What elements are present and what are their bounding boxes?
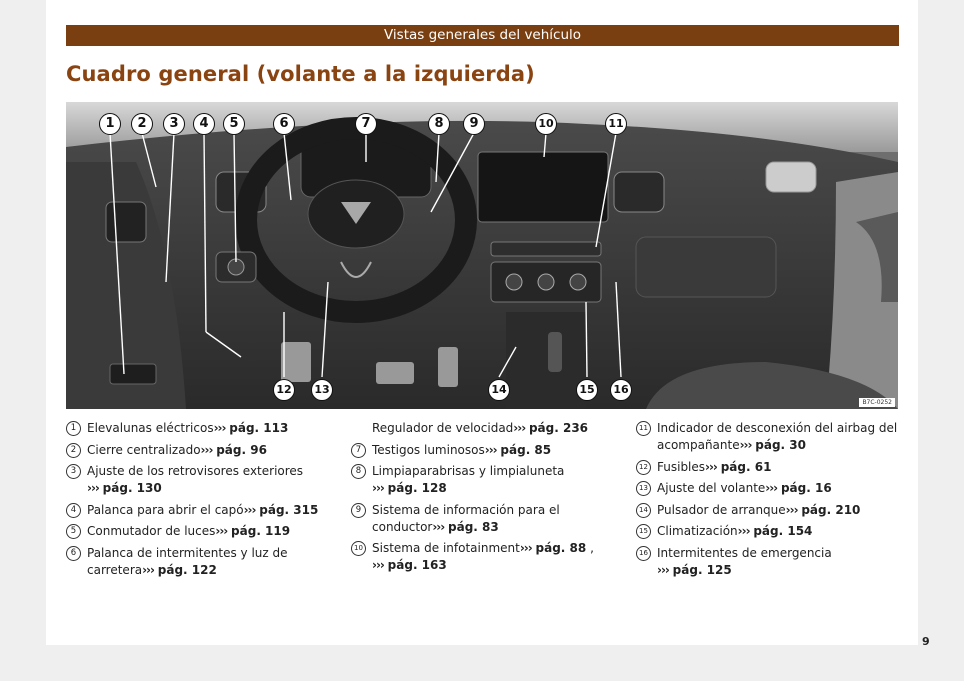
item-number: 5 [66,524,81,539]
page-reference[interactable]: pág. 315 [259,502,319,517]
page-reference[interactable]: pág. 122 [157,562,217,577]
item-number: 15 [636,524,651,539]
item-number: 8 [351,464,366,479]
callout-11: 11 [605,113,627,135]
chevron-icon: ››› [513,421,526,435]
item-number: 1 [66,421,81,436]
legend-item [66,523,331,540]
page-reference[interactable]: pág. 113 [229,421,289,435]
callout-7: 7 [355,113,377,135]
item-text: Limpiaparabrisas y limpialuneta [372,464,565,478]
item-text: Climatización [657,524,738,538]
callout-9: 9 [463,113,485,135]
callout-5: 5 [223,113,245,135]
item-number: 10 [351,541,366,556]
legend-item-continuation [351,420,619,437]
item-text: Fusibles [657,459,706,474]
page-reference[interactable]: pág. 119 [231,524,291,538]
item-text: Conmutador de luces [87,524,216,538]
image-code: B7C-0252 [859,398,895,407]
legend-item [636,420,898,454]
legend-item [66,420,331,437]
item-text: Regulador de velocidad [372,421,514,435]
item-number: 4 [66,503,81,518]
legend-item [636,480,898,497]
item-number: 14 [636,503,651,518]
item-text: Ajuste del volante [657,481,766,495]
legend-item [636,523,898,540]
callout-14: 14 [488,379,510,401]
page-reference[interactable]: pág. 125 [672,562,732,577]
page-reference[interactable]: pág. 236 [528,421,589,435]
page-reference[interactable]: pág. 128 [387,481,447,495]
callout-6: 6 [273,113,295,135]
page-reference[interactable]: pág. 61 [720,459,772,474]
legend-item [636,545,898,579]
callout-16: 16 [610,379,632,401]
item-number: 16 [636,546,651,561]
legend-item [636,502,898,519]
page-reference[interactable]: pág. 163 [387,558,447,572]
page-title: Cuadro general (volante a la izquierda) [66,62,535,86]
item-number: 12 [636,460,651,475]
item-text: Elevalunas eléctricos [87,421,214,435]
chevron-icon: ››› [87,481,99,495]
page-reference[interactable]: pág. 154 [753,524,813,538]
page-reference[interactable]: pág. 16 [780,481,832,495]
callout-3: 3 [163,113,185,135]
chevron-icon: ››› [737,524,750,538]
legend-column-2 [351,420,619,579]
item-text: Pulsador de arranque [657,502,786,517]
legend-item [66,502,331,519]
chevron-icon: ››› [215,524,228,538]
item-number: 6 [66,546,81,561]
item-text: Testigos luminosos [372,442,485,457]
chevron-icon: ››› [785,502,798,517]
page-reference[interactable]: pág. 96 [216,442,267,457]
legend-item [636,459,898,476]
legend-item [66,463,331,497]
item-text: Palanca para abrir el capó [87,502,244,517]
item-text: Ajuste de los retrovisores exteriores [87,464,304,478]
legend-item [66,442,331,459]
item-number: 13 [636,481,651,496]
section-header: Vistas generales del vehículo [66,25,899,46]
chevron-icon: ››› [657,562,669,577]
chevron-icon: ››› [705,459,717,474]
callout-4: 4 [193,113,215,135]
chevron-icon: ››› [432,519,445,534]
legend-item [351,442,619,459]
page-reference[interactable]: pág. 85 [500,442,552,457]
legend-item: 10 Sistema de infotainment››› pág. 88 , ››› pág. 163 [351,540,619,574]
legend-item [351,463,619,497]
callout-15: 15 [576,379,598,401]
chevron-icon: ››› [213,421,226,435]
chevron-icon: ››› [519,541,532,555]
chevron-icon: ››› [200,442,213,457]
page-reference[interactable]: pág. 130 [102,481,162,495]
callout-2: 2 [131,113,153,135]
chevron-icon: ››› [142,562,154,577]
item-text: Indicador de desconexión del airbag del acompañante [657,421,898,452]
item-number: 9 [351,503,366,518]
page-reference[interactable]: pág. 30 [755,438,806,452]
page-reference[interactable]: pág. 210 [801,502,861,517]
page-number: 9 [922,635,930,648]
callout-13: 13 [311,379,333,401]
chevron-icon: ››› [243,502,256,517]
callout-1: 1 [99,113,121,135]
item-number: 2 [66,443,81,458]
callout-12: 12 [273,379,295,401]
legend-column-3 [636,420,898,583]
chevron-icon: ››› [739,438,752,452]
dashboard-photo [66,102,898,409]
item-text: Sistema de infotainment [372,541,520,555]
chevron-icon: ››› [372,558,384,572]
legend-item [66,545,331,579]
chevron-icon: ››› [484,442,497,457]
item-text: Cierre centralizado [87,442,201,457]
dashboard-illustration [66,102,898,409]
callout-8: 8 [428,113,450,135]
item-number: 7 [351,443,366,458]
page-reference[interactable]: pág. 83 [448,519,499,534]
legend-item [351,502,619,536]
callout-10: 10 [535,113,557,135]
item-text: Palanca de intermitentes y luz de carretera [87,545,288,577]
chevron-icon: ››› [765,481,778,495]
item-number: 11 [636,421,651,436]
item-text: Sistema de información para el conductor [372,502,560,534]
legend-column-1 [66,420,331,583]
item-number: 3 [66,464,81,479]
chevron-icon: ››› [372,481,384,495]
page-reference[interactable]: pág. 88 [535,541,587,555]
item-text: Intermitentes de emergencia [657,545,832,560]
